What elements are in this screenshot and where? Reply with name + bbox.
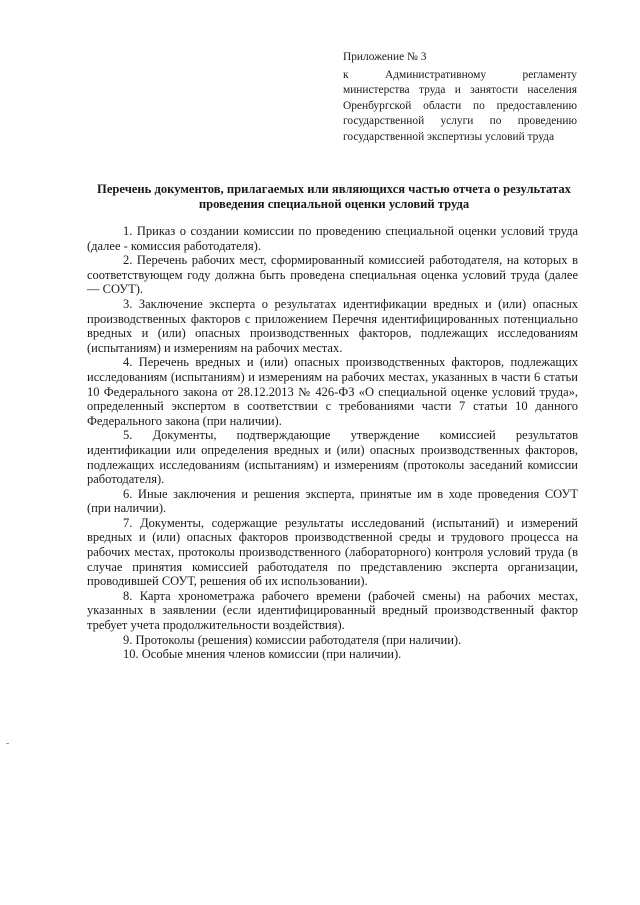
document-list: [87, 224, 578, 662]
list-item-3: 3. Заключение эксперта о результатах идентификации вредных и (или) опасных производственных факторов с приложением Перечня идентифицированных потенциально вредных и (или) опасных производственных факторов, подлежащих исследованиям (испытаниям) и измерениям на рабочих местах.: [87, 296, 578, 355]
list-item-1: 1. Приказ о создании комиссии по проведению специальной оценки условий труда (далее - комиссия работодателя).: [87, 224, 578, 253]
list-item-4: 4. Перечень вредных и (или) опасных производственных факторов, подлежащих исследованиям (испытаниям) и измерениям на рабочих местах, указанных в части 6 статьи 10 Федерального закона от 28.12.2013 № 426-ФЗ «О специальной оценке условий труда», определенный экспертом в соответствии с требованиями части 7 статьи 10 данного Федерального закона (при наличии).: [87, 355, 578, 428]
list-item-5: 5. Документы, подтверждающие утверждение комиссией результатов идентификации или определения вредных и (или) опасных производственных факторов, подлежащих исследованиям (испытаниям) и измерениям (протоколы заседаний комиссии работодателя).: [87, 428, 578, 487]
list-item-7: 7. Документы, содержащие результаты исследований (испытаний) и измерений вредных и (или) опасных факторов производственной среды и трудового процесса на рабочих местах, протоколы производственного (лабораторного) контроля условий труда (в случае принятия комиссией работодателя по представлению эксперта организации, проводившей СОУТ, решения об их использовании).: [87, 515, 578, 589]
list-item-6: 6. Иные заключения и решения эксперта, принятые им в ходе проведения СОУТ (при наличии).: [87, 486, 578, 516]
document-title: Перечень документов, прилагаемых или являющихся частью отчета о результатах проведения специальной оценки условий труда: [97, 182, 571, 211]
appendix-number: Приложение № 3: [343, 51, 427, 63]
appendix-reference: к Административному регламенту министерства труда и занятости населения Оренбургской области по предоставлению государственной услуги по проведению государственной экспертизы условий труда: [343, 68, 577, 143]
list-item-8: 8. Карта хронометража рабочего времени (рабочей смены) на рабочих местах, указанных в заявлении (если идентифицированный вредный производственный фактор требует учета продолжительности воздействия).: [87, 588, 578, 633]
list-item-2: 2. Перечень рабочих мест, сформированный комиссией работодателя, на которых в соответствующем году должна быть проведена специальная оценка условий труда (далее — СОУТ).: [87, 253, 578, 297]
appendix-header: [343, 50, 577, 146]
scan-margin-mark: [6, 743, 9, 744]
list-item-10: 10. Особые мнения членов комиссии (при наличии).: [123, 647, 402, 662]
list-item-9: 9. Протоколы (решения) комиссии работодателя (при наличии).: [123, 632, 462, 647]
